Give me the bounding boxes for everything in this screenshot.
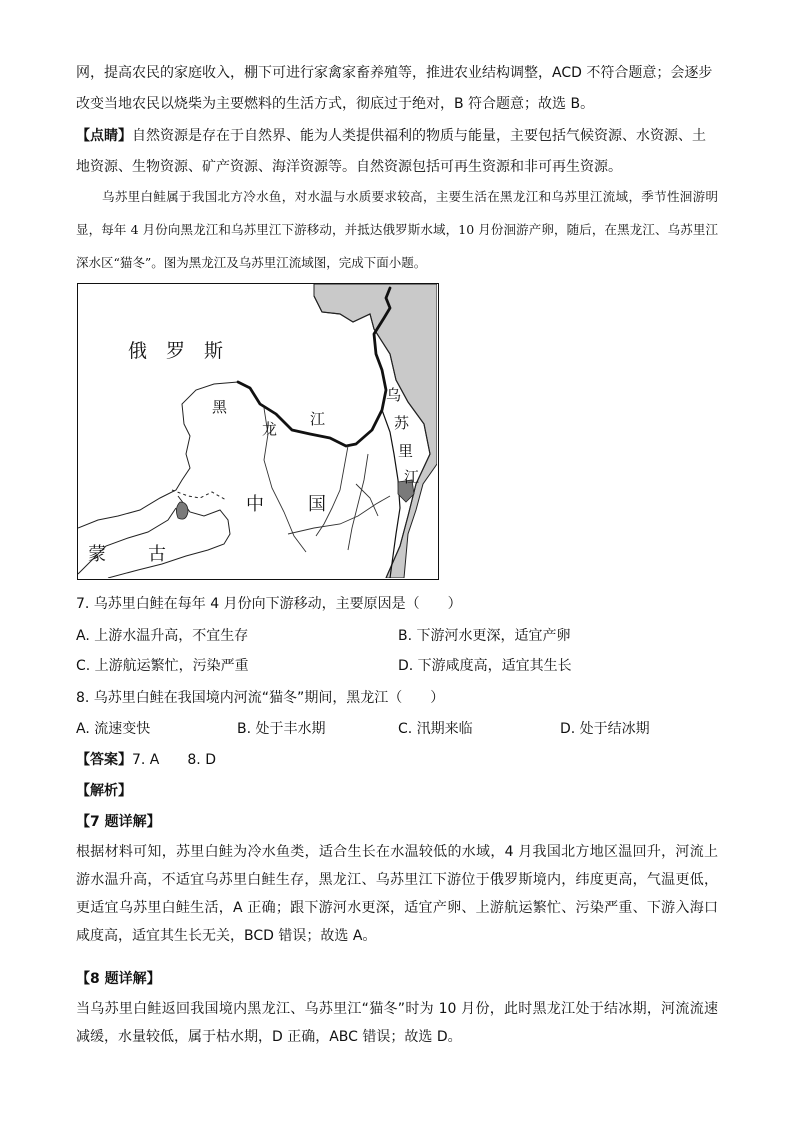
label-hei: 黑 [212, 398, 228, 416]
label-guo: 国 [308, 494, 326, 515]
label-meng: 蒙 [88, 544, 106, 565]
intro-line-2: 改变当地农民以烧柴为主要燃料的生活方式，彻底过于绝对，B 符合题意；故选 B。 [76, 96, 595, 112]
label-wu: 乌 [386, 386, 402, 404]
sea-area [314, 284, 437, 578]
label-jiang: 江 [310, 410, 326, 428]
tip-line-1 [76, 126, 706, 146]
label-jiang2: 江 [404, 468, 420, 486]
detail-8-text: 当乌苏里白鲑返回我国境内黑龙江、乌苏里江“猫冬”时为 10 月份，此时黑龙江处于结冰期，河流流速减缓，水量较低，属于枯水期，D 正确，ABC 错误；故选 D。 [76, 1001, 718, 1045]
q8-option-b: B. 处于丰水期 [237, 721, 326, 737]
q7-option-c: C. 上游航运繁忙，污染严重 [76, 658, 249, 674]
answer-line [76, 750, 216, 770]
label-russia: 俄 罗 斯 [128, 340, 224, 362]
tip-text-1: 自然资源是存在于自然界、能为人类提供福利的物质与能量，主要包括气候资源、水资源、土 [132, 128, 706, 144]
question-8-stem: 8. 乌苏里白鲑在我国境内河流“猫冬”期间，黑龙江（ ） [76, 690, 445, 706]
answer-label: 【答案】 [76, 752, 132, 768]
map-graphic [78, 284, 437, 578]
question-7-stem: 7. 乌苏里白鲑在每年 4 月份向下游移动，主要原因是（ ） [76, 596, 462, 612]
material-paragraph: 乌苏里白鲑属于我国北方冷水鱼，对水温与水质要求较高，主要生活在黑龙江和乌苏里江流域，季节性洄游明显，每年 4 月份向黑龙江和乌苏里江下游移动，并抵达俄罗斯水域，10 月份洄游产卵，随后，在黑龙江、乌苏里江深水区“猫冬”。图为黑龙江及乌苏里江流域图，完成下面小题。 [76, 189, 718, 270]
label-li: 里 [398, 442, 414, 460]
river-basin-map [77, 283, 439, 580]
intro-line-1: 网，提高农民的家庭收入，棚下可进行家禽家畜养殖等，推进农业结构调整，ACD 不符合题意；会逐步 [76, 65, 713, 81]
tip-label: 【点睛】 [76, 128, 132, 144]
label-su: 苏 [394, 414, 410, 432]
detail-7-text: 根据材料可知，苏里白鲑为冷水鱼类，适合生长在水温较低的水域，4 月我国北方地区温回升，河流上游水温升高，不适宜乌苏里白鲑生存，黑龙江、乌苏里江下游位于俄罗斯境内，纬度更高，气温更低，更适宜乌苏里白鲑生活，A 正确；跟下游河水更深，适宜产卵、上游航运繁忙、污染严重、下游入海口咸度高，适宜其生长无关，BCD 错误；故选 A。 [76, 844, 718, 944]
q7-option-b: B. 下游河水更深，适宜产卵 [398, 628, 571, 644]
q7-option-d: D. 下游咸度高，适宜其生长 [398, 658, 572, 674]
label-gu: 古 [148, 544, 166, 565]
q8-option-c: C. 汛期来临 [398, 721, 473, 737]
tip-line-2: 地资源、生物资源、矿产资源、海洋资源等。自然资源包括可再生资源和非可再生资源。 [76, 159, 622, 175]
tributary-4 [288, 496, 390, 534]
detail-8-label: 【8 题详解】 [76, 971, 161, 987]
detail-7-label: 【7 题详解】 [76, 814, 161, 830]
answer-text: 7. A 8. D [132, 752, 216, 768]
analysis-label: 【解析】 [76, 783, 132, 799]
q8-option-d: D. 处于结冰期 [560, 721, 650, 737]
q8-option-a: A. 流速变快 [76, 721, 151, 737]
tributary-3 [348, 454, 368, 550]
label-zhong: 中 [246, 494, 264, 515]
q7-option-a: A. 上游水温升高，不宜生存 [76, 628, 249, 644]
label-long: 龙 [262, 420, 278, 438]
lake-hulun [176, 502, 188, 519]
border-inner [108, 496, 230, 578]
